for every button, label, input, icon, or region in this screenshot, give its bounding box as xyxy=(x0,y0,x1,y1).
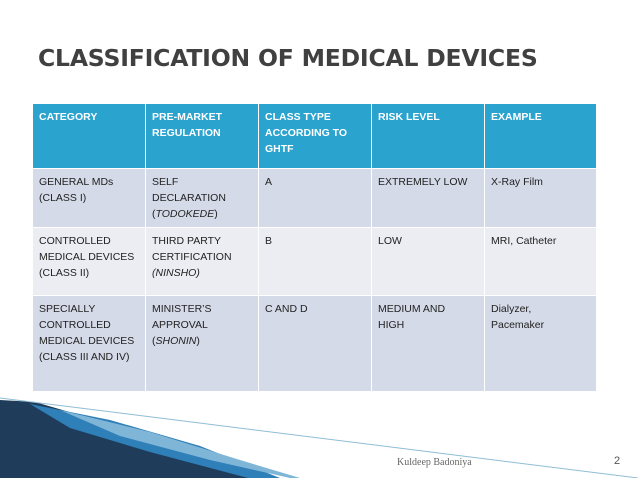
cell-risk: MEDIUM AND HIGH xyxy=(372,296,485,392)
cell-regulation: MINISTER’S APPROVAL (SHONIN) xyxy=(146,296,259,392)
cell-risk: EXTREMELY LOW xyxy=(372,169,485,228)
cell-class: B xyxy=(259,228,372,296)
header-class-type: CLASS TYPE ACCORDING TO GHTF xyxy=(259,104,372,169)
header-regulation: PRE-MARKET REGULATION xyxy=(146,104,259,169)
page-number: 2 xyxy=(614,455,621,467)
cell-category: CONTROLLED MEDICAL DEVICES (CLASS II) xyxy=(33,228,146,296)
table-row xyxy=(33,228,597,296)
cell-category: SPECIALLY CONTROLLED MEDICAL DEVICES (CLASS III AND IV) xyxy=(33,296,146,392)
decorative-swoosh xyxy=(0,380,638,478)
footer-author: Kuldeep Badoniya xyxy=(397,457,472,468)
cell-regulation: THIRD PARTY CERTIFICATION (NINSHO) xyxy=(146,228,259,296)
table-row xyxy=(33,169,597,228)
cell-category: GENERAL MDs (CLASS I) xyxy=(33,169,146,228)
cell-example: X-Ray Film xyxy=(485,169,597,228)
header-risk-level: RISK LEVEL xyxy=(372,104,485,169)
table-header-row xyxy=(33,104,597,169)
header-example: EXAMPLE xyxy=(485,104,597,169)
header-category: CATEGORY xyxy=(33,104,146,169)
cell-example: Dialyzer, Pacemaker xyxy=(485,296,597,392)
cell-example: MRI, Catheter xyxy=(485,228,597,296)
cell-regulation: SELF DECLARATION (TODOKEDE) xyxy=(146,169,259,228)
table-row xyxy=(33,296,597,392)
cell-class: A xyxy=(259,169,372,228)
cell-risk: LOW xyxy=(372,228,485,296)
classification-table xyxy=(32,103,597,392)
slide-title: CLASSIFICATION OF MEDICAL DEVICES xyxy=(38,44,538,72)
cell-class: C AND D xyxy=(259,296,372,392)
